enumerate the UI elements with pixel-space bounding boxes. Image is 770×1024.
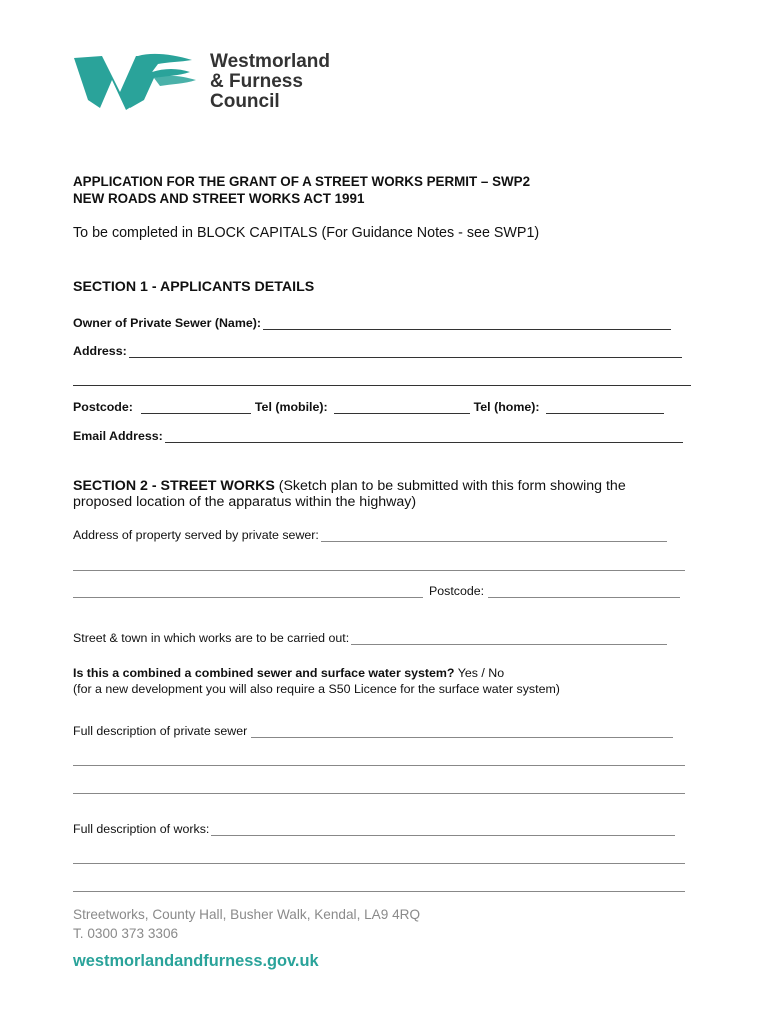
section-2-note-2: proposed location of the apparatus within the highway) — [73, 494, 417, 510]
address-served-field-3[interactable] — [73, 584, 423, 598]
owner-name-field[interactable] — [263, 316, 671, 330]
works-desc-field-3[interactable] — [73, 891, 685, 892]
address-served-row — [73, 528, 667, 542]
footer-phone: T. 0300 373 3306 — [73, 926, 179, 941]
section-2-title: SECTION 2 - STREET WORKS — [73, 478, 275, 494]
postcode-tel-row — [73, 400, 664, 414]
works-desc-row — [73, 822, 675, 836]
logo-line-1: Westmorland — [210, 51, 331, 72]
email-row — [73, 429, 683, 443]
combined-options[interactable]: Yes / No — [457, 666, 505, 680]
sewer-desc-row — [73, 724, 673, 738]
sewer-desc-field-1[interactable] — [251, 724, 673, 738]
tel-mobile-field[interactable] — [334, 400, 470, 414]
combined-question — [73, 666, 504, 680]
works-desc-label: Full description of works: — [73, 822, 210, 836]
section-1-heading: SECTION 1 - APPLICANTS DETAILS — [73, 279, 315, 295]
combined-note: (for a new development you will also require a S50 Licence for the surface water system) — [73, 682, 560, 696]
owner-name-row — [73, 316, 671, 330]
logo-line-2: & Furness — [210, 71, 303, 92]
sec2-postcode-row — [73, 584, 680, 598]
address-served-field-2[interactable] — [73, 570, 685, 571]
street-town-label: Street & town in which works are to be carried out: — [73, 631, 350, 645]
form-title-line-1: APPLICATION FOR THE GRANT OF A STREET WORKS PERMIT – SWP2 — [73, 174, 531, 189]
section-2-heading — [73, 478, 626, 494]
address-field-1[interactable] — [129, 344, 682, 358]
street-town-field[interactable] — [351, 631, 667, 645]
sec2-postcode-label: Postcode: — [429, 584, 485, 598]
sewer-desc-field-3[interactable] — [73, 793, 685, 794]
email-label: Email Address: — [73, 429, 163, 443]
owner-name-label: Owner of Private Sewer (Name): — [73, 316, 261, 330]
address-label: Address: — [73, 344, 127, 358]
form-title-line-2: NEW ROADS AND STREET WORKS ACT 1991 — [73, 191, 365, 206]
address-served-field-1[interactable] — [321, 528, 667, 542]
sec2-postcode-field[interactable] — [488, 584, 680, 598]
tel-mobile-label: Tel (mobile): — [254, 400, 328, 414]
intro-instructions: To be completed in BLOCK CAPITALS (For Guidance Notes - see SWP1) — [73, 225, 540, 241]
sewer-desc-label: Full description of private sewer — [73, 724, 248, 738]
address-row — [73, 344, 682, 358]
address-served-label: Address of property served by private sewer: — [73, 528, 319, 542]
works-desc-field-2[interactable] — [73, 863, 685, 864]
tel-home-label: Tel (home): — [473, 400, 540, 414]
footer-website-link[interactable]: westmorlandandfurness.gov.uk — [73, 952, 319, 970]
council-logo-icon — [72, 50, 202, 112]
logo-line-3: Council — [210, 91, 280, 112]
sewer-desc-field-2[interactable] — [73, 765, 685, 766]
postcode-label: Postcode: — [73, 400, 133, 414]
tel-home-field[interactable] — [546, 400, 664, 414]
section-2-note-1: (Sketch plan to be submitted with this form showing the — [274, 478, 626, 494]
address-field-2[interactable] — [73, 385, 691, 386]
email-field[interactable] — [165, 429, 683, 443]
combined-question-text: Is this a combined a combined sewer and surface water system? — [73, 666, 455, 680]
footer-address: Streetworks, County Hall, Busher Walk, Kendal, LA9 4RQ — [73, 907, 421, 922]
works-desc-field-1[interactable] — [211, 822, 675, 836]
postcode-field[interactable] — [141, 400, 251, 414]
street-town-row — [73, 631, 667, 645]
council-logo-text — [210, 52, 330, 112]
